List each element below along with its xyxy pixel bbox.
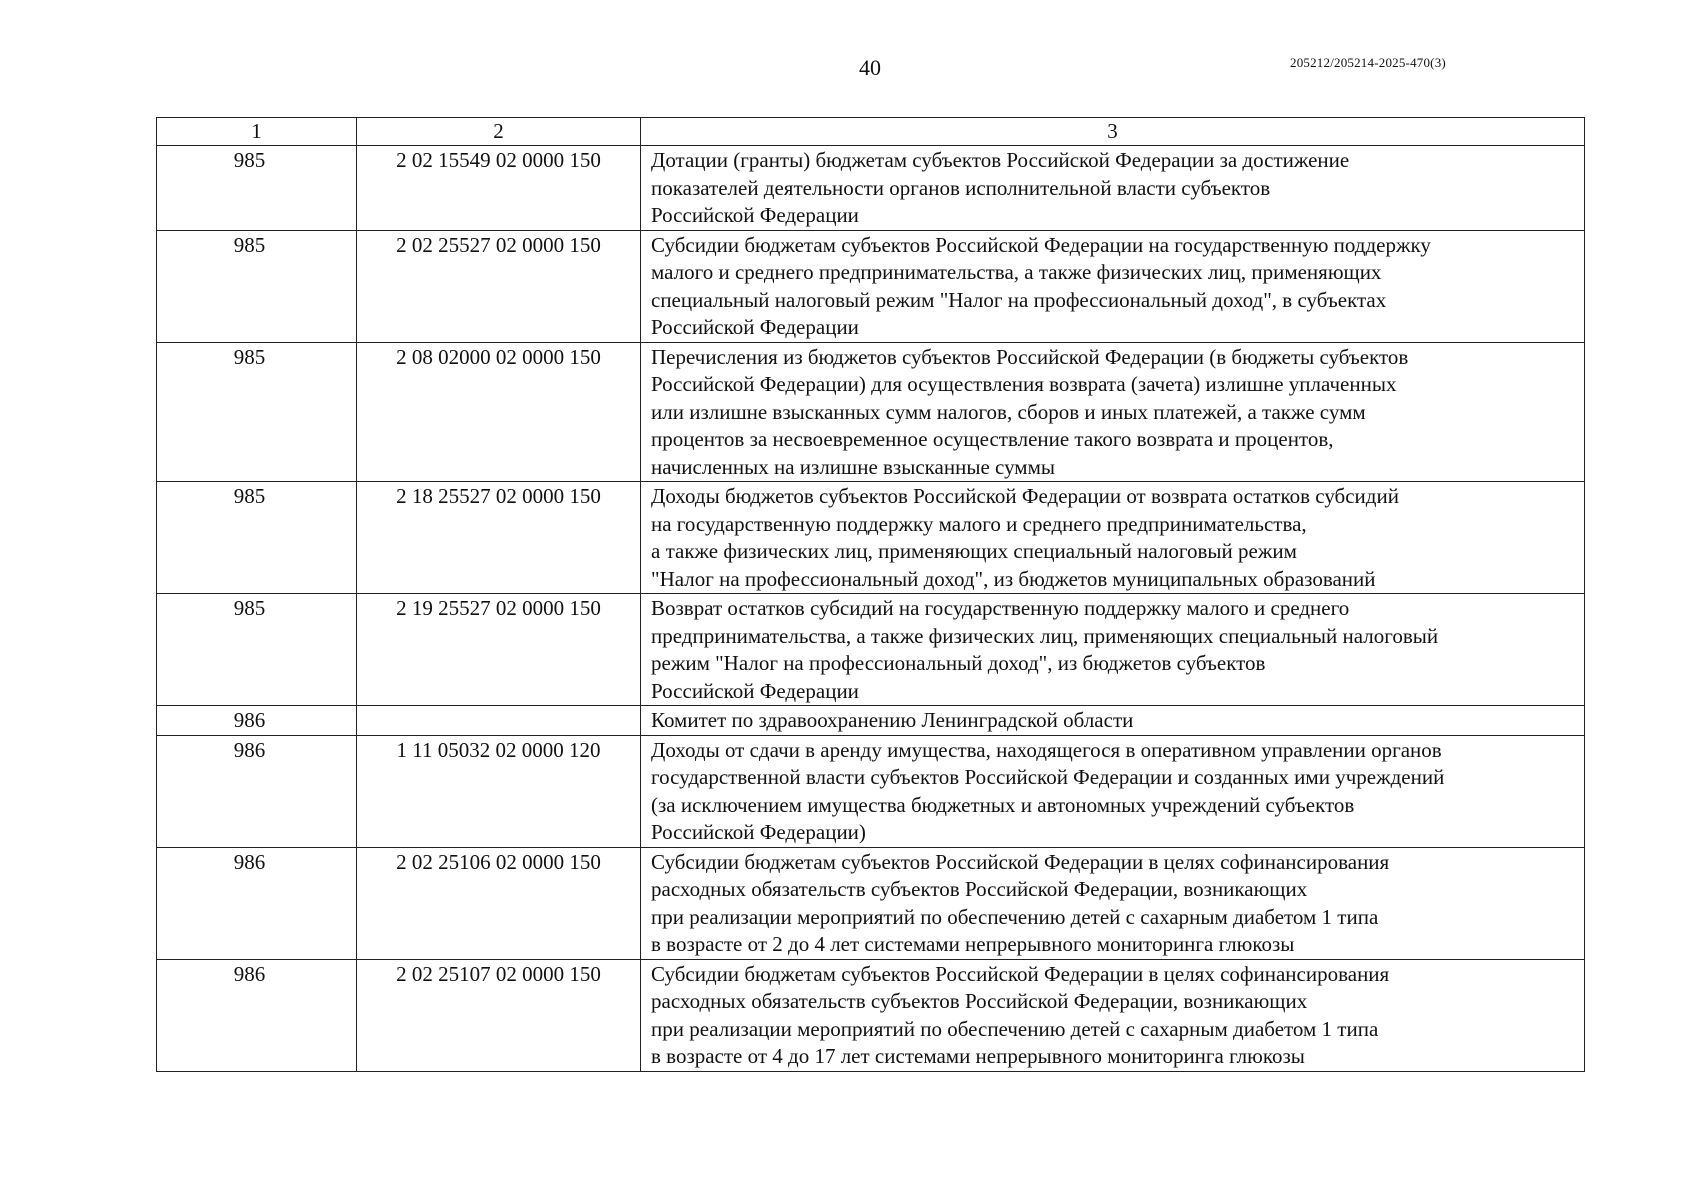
revenue-name-line: Российской Федерации [651,203,859,227]
table-row [157,594,1585,706]
revenue-code-cell: 2 08 02000 02 0000 150 [357,342,641,482]
revenue-name-line: малого и среднего предпринимательства, а также физических лиц, применяющих [651,260,1382,284]
table-header [157,118,1585,146]
revenue-name-line: Российской Федерации) [651,820,866,844]
revenue-name-line: Российской Федерации) для осуществления возврата (зачета) излишне уплаченных [651,372,1397,396]
table-row [157,230,1585,342]
admin-code-cell: 985 [157,342,357,482]
revenue-code-cell: 2 18 25527 02 0000 150 [357,482,641,594]
admin-code-cell: 986 [157,847,357,959]
revenue-name-cell [641,847,1585,959]
revenue-name-line: Перечисления из бюджетов субъектов Российской Федерации (в бюджеты субъектов [651,344,1409,369]
revenue-code-cell: 2 02 25527 02 0000 150 [357,230,641,342]
revenue-name-line: специальный налоговый режим "Налог на профессиональный доход", в субъектах [651,287,1387,312]
admin-code-cell: 985 [157,146,357,231]
revenue-name-line: расходных обязательств субъектов Российской Федерации, возникающих [651,877,1308,901]
revenue-name-cell [641,959,1585,1071]
table-body [157,146,1585,1072]
revenue-name-line: при реализации мероприятий по обеспечению детей с сахарным диабетом 1 типа [651,904,1379,929]
revenue-name-line: а также физических лиц, применяющих специальный налоговый режим [651,539,1297,563]
admin-code-cell: 986 [157,706,357,736]
revenue-name-line: показателей деятельности органов исполнительной власти субъектов [651,175,1271,200]
admin-code-cell: 986 [157,959,357,1071]
revenue-code-cell: 2 02 15549 02 0000 150 [357,146,641,231]
revenue-name-line: Доходы от сдачи в аренду имущества, находящегося в оперативном управлении органов [651,737,1442,762]
page-number: 40 [859,55,881,80]
table-row [157,146,1585,231]
revenue-code-cell: 2 02 25107 02 0000 150 [357,959,641,1071]
revenue-classification-table [156,117,1585,1072]
revenue-name-line: предпринимательства, а также физических лиц, применяющих специальный налоговый [651,623,1439,648]
revenue-name-line: Субсидии бюджетам субъектов Российской Федерации в целях софинансирования [651,849,1390,874]
table-row [157,482,1585,594]
column-header-3: 3 [641,118,1585,146]
revenue-name-line: Субсидии бюджетам субъектов Российской Федерации в целях софинансирования [651,961,1390,986]
revenue-name-line: (за исключением имущества бюджетных и автономных учреждений субъектов [651,792,1355,817]
column-header-1: 1 [157,118,357,146]
revenue-name-cell [641,342,1585,482]
revenue-name-line: начисленных на излишне взысканные суммы [651,454,1055,479]
revenue-name-line: или излишне взысканных сумм налогов, сборов и иных платежей, а также сумм [651,399,1366,424]
admin-code-cell: 985 [157,482,357,594]
revenue-code-cell [357,706,641,736]
admin-code-cell: 985 [157,230,357,342]
revenue-name-cell [641,482,1585,594]
revenue-name-line: при реализации мероприятий по обеспечению детей с сахарным диабетом 1 типа [651,1016,1379,1041]
revenue-name-line: Комитет по здравоохранению Ленинградской области [651,708,1134,732]
revenue-code-cell: 2 19 25527 02 0000 150 [357,594,641,706]
table-row [157,959,1585,1071]
revenue-name-line: Российской Федерации [651,315,859,339]
revenue-name-line: Субсидии бюджетам субъектов Российской Федерации на государственную поддержку [651,232,1431,257]
document-code: 205212/205214-2025-470(3) [1290,55,1446,70]
revenue-name-line: на государственную поддержку малого и среднего предпринимательства, [651,511,1307,536]
revenue-name-line: в возрасте от 4 до 17 лет системами непрерывного мониторинга глюкозы [651,1044,1305,1068]
header-row [157,118,1585,146]
revenue-name-line: Доходы бюджетов субъектов Российской Федерации от возврата остатков субсидий [651,484,1399,508]
revenue-name-cell [641,230,1585,342]
revenue-name-line: "Налог на профессиональный доход", из бюджетов муниципальных образований [651,566,1376,591]
admin-code-cell: 985 [157,594,357,706]
column-header-2: 2 [357,118,641,146]
revenue-name-line: расходных обязательств субъектов Российской Федерации, возникающих [651,989,1308,1013]
revenue-name-line: Российской Федерации [651,678,859,703]
revenue-code-cell: 1 11 05032 02 0000 120 [357,735,641,847]
table-row [157,735,1585,847]
table-row [157,847,1585,959]
revenue-name-line: в возрасте от 2 до 4 лет системами непрерывного мониторинга глюкозы [651,932,1295,956]
revenue-name-line: Дотации (гранты) бюджетам субъектов Российской Федерации за достижение [651,148,1350,172]
revenue-name-cell [641,146,1585,231]
revenue-name-line: государственной власти субъектов Российской Федерации и созданных ими учреждений [651,765,1445,789]
admin-code-cell: 986 [157,735,357,847]
revenue-name-cell [641,735,1585,847]
revenue-name-line: режим "Налог на профессиональный доход", из бюджетов субъектов [651,651,1266,675]
revenue-name-cell [641,706,1585,736]
revenue-code-cell: 2 02 25106 02 0000 150 [357,847,641,959]
table-row [157,706,1585,736]
revenue-name-cell [641,594,1585,706]
revenue-name-line: процентов за несвоевременное осуществление такого возврата и процентов, [651,427,1334,451]
revenue-name-line: Возврат остатков субсидий на государственную поддержку малого и среднего [651,596,1350,620]
table-row [157,342,1585,482]
